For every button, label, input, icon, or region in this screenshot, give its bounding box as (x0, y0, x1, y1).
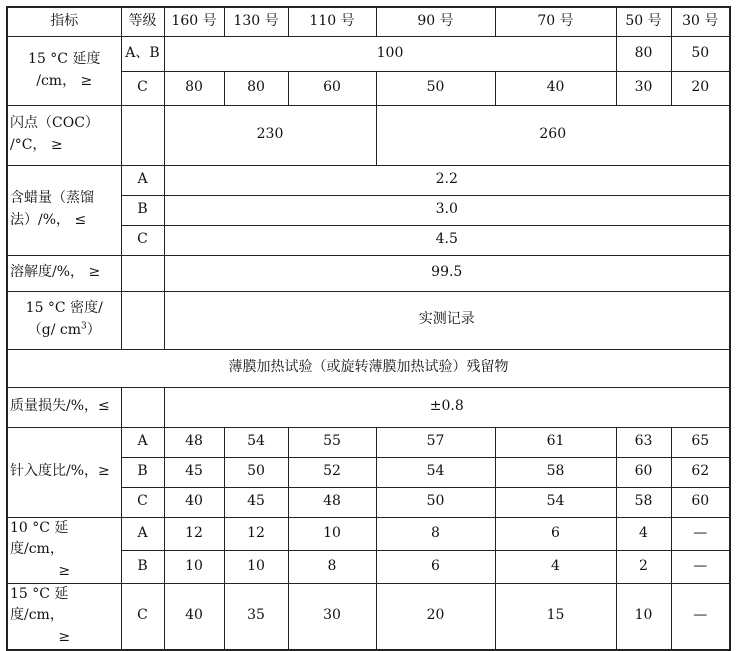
penetration-a-50: 63 (616, 427, 671, 457)
density-unit-post: ） (86, 322, 101, 338)
ductility10-a-30: — (671, 517, 730, 550)
penetration-b-90: 54 (376, 457, 495, 487)
density-value: 实测记录 (164, 291, 730, 349)
penetration-grade-c: C (121, 487, 164, 517)
flash-value-a: 230 (164, 105, 376, 165)
wax-grade-b: B (121, 195, 164, 225)
penetration-a-110: 55 (288, 427, 376, 457)
density-label-line2 (10, 320, 119, 342)
wax-label-line1: 含蜡量（蒸馏 (10, 190, 94, 207)
ductility10-label-line2: ≥ (58, 562, 71, 579)
ductility15-row-ab (7, 36, 730, 71)
ductility15-ab-30: 50 (671, 36, 730, 71)
header-grade-30: 30 号 (671, 7, 730, 36)
flash-label (7, 105, 121, 165)
ductility15-c-70: 40 (495, 71, 616, 105)
header-grade-90: 90 号 (376, 7, 495, 36)
ductility10-a-50: 4 (616, 517, 671, 550)
flash-grade-empty (121, 105, 164, 165)
header-grade-130: 130 号 (224, 7, 288, 36)
ductility10-grade-b: B (121, 550, 164, 583)
ductility15-ab-value: 100 (164, 36, 616, 71)
ductility10-a-90: 8 (376, 517, 495, 550)
ductility15-c-50: 30 (616, 71, 671, 105)
ductility15-c-160: 80 (164, 71, 224, 105)
density-label (7, 291, 121, 349)
ductility10-grade-a: A (121, 517, 164, 550)
ductility10-b-50: 2 (616, 550, 671, 583)
asphalt-spec-table (6, 6, 731, 651)
wax-row-a (7, 165, 730, 195)
penetration-c-160: 40 (164, 487, 224, 517)
ductility15-label-line2: /cm， ≥ (36, 72, 93, 89)
density-row (7, 291, 730, 349)
header-grade-160: 160 号 (164, 7, 224, 36)
ductility10-b-70: 4 (495, 550, 616, 583)
penetration-b-130: 50 (224, 457, 288, 487)
penetration-a-90: 57 (376, 427, 495, 457)
ductility10-row-a (7, 517, 730, 550)
ductility15b-30: — (671, 583, 730, 650)
wax-label (7, 165, 121, 255)
penetration-b-70: 58 (495, 457, 616, 487)
density-unit-pre: （g/ cm (27, 322, 81, 338)
mass-loss-label: 质量损失/%，≤ (7, 387, 121, 427)
ductility15-grade-c: C (121, 71, 164, 105)
ductility10-b-130: 10 (224, 550, 288, 583)
ductility10-a-130: 12 (224, 517, 288, 550)
penetration-c-30: 60 (671, 487, 730, 517)
penetration-a-160: 48 (164, 427, 224, 457)
ductility10-b-160: 10 (164, 550, 224, 583)
penetration-c-90: 50 (376, 487, 495, 517)
mass-loss-row (7, 387, 730, 427)
ductility15b-grade: C (121, 583, 164, 650)
penetration-c-130: 45 (224, 487, 288, 517)
ductility15-ab-50: 80 (616, 36, 671, 71)
ductility10-b-90: 6 (376, 550, 495, 583)
header-grade-50: 50 号 (616, 7, 671, 36)
ductility15b-70: 15 (495, 583, 616, 650)
solubility-label: 溶解度/%， ≥ (7, 255, 121, 291)
penetration-b-30: 62 (671, 457, 730, 487)
density-unit-sup: 3 (81, 321, 87, 332)
flash-row (7, 105, 730, 165)
penetration-grade-b: B (121, 457, 164, 487)
ductility15-c-110: 60 (288, 71, 376, 105)
penetration-label: 针入度比/%，≥ (7, 427, 121, 517)
wax-grade-a: A (121, 165, 164, 195)
section-row (7, 349, 730, 387)
ductility15-c-130: 80 (224, 71, 288, 105)
penetration-c-70: 54 (495, 487, 616, 517)
header-grade: 等级 (121, 7, 164, 36)
section-title: 薄膜加热试验（或旋转薄膜加热试验）残留物 (7, 349, 730, 387)
penetration-a-30: 65 (671, 427, 730, 457)
density-label-line1: 15 °C 密度/ (25, 300, 103, 317)
wax-value-b: 3.0 (164, 195, 730, 225)
ductility15-c-30: 20 (671, 71, 730, 105)
wax-value-a: 2.2 (164, 165, 730, 195)
ductility15-label-line1: 15 °C 延度 (28, 50, 101, 67)
ductility15b-row (7, 583, 730, 650)
ductility15-grade-ab: A、B (121, 36, 164, 71)
solubility-row (7, 255, 730, 291)
header-row (7, 7, 730, 36)
flash-label-line2: /°C， ≥ (10, 137, 63, 153)
wax-grade-c: C (121, 225, 164, 255)
header-grade-110: 110 号 (288, 7, 376, 36)
penetration-b-50: 60 (616, 457, 671, 487)
density-grade-empty (121, 291, 164, 349)
solubility-value: 99.5 (164, 255, 730, 291)
ductility10-b-30: — (671, 550, 730, 583)
ductility15-c-90: 50 (376, 71, 495, 105)
penetration-grade-a: A (121, 427, 164, 457)
ductility10-b-110: 8 (288, 550, 376, 583)
ductility15-label (7, 36, 121, 105)
ductility15b-90: 20 (376, 583, 495, 650)
penetration-row-a (7, 427, 730, 457)
wax-value-c: 4.5 (164, 225, 730, 255)
ductility15b-label-line2: ≥ (58, 628, 71, 645)
penetration-a-130: 54 (224, 427, 288, 457)
flash-value-b: 260 (376, 105, 730, 165)
solubility-grade-empty (121, 255, 164, 291)
mass-loss-grade-empty (121, 387, 164, 427)
ductility15b-160: 40 (164, 583, 224, 650)
ductility15b-110: 30 (288, 583, 376, 650)
penetration-a-70: 61 (495, 427, 616, 457)
penetration-c-50: 58 (616, 487, 671, 517)
flash-label-line1: 闪点（COC） (10, 115, 99, 132)
header-indicator: 指标 (7, 7, 121, 36)
ductility10-a-110: 10 (288, 517, 376, 550)
ductility15b-label-line1: 15 °C 延度/cm， (10, 585, 69, 624)
penetration-c-110: 48 (288, 487, 376, 517)
ductility15b-130: 35 (224, 583, 288, 650)
penetration-b-110: 52 (288, 457, 376, 487)
header-grade-70: 70 号 (495, 7, 616, 36)
ductility10-a-70: 6 (495, 517, 616, 550)
ductility10-label-line1: 10 °C 延度/cm， (10, 519, 69, 558)
ductility15b-label (7, 583, 121, 650)
mass-loss-value: ±0.8 (164, 387, 730, 427)
ductility10-label (7, 517, 121, 583)
wax-label-line2: 法）/%， ≤ (10, 212, 87, 228)
ductility10-a-160: 12 (164, 517, 224, 550)
penetration-b-160: 45 (164, 457, 224, 487)
ductility15b-50: 10 (616, 583, 671, 650)
